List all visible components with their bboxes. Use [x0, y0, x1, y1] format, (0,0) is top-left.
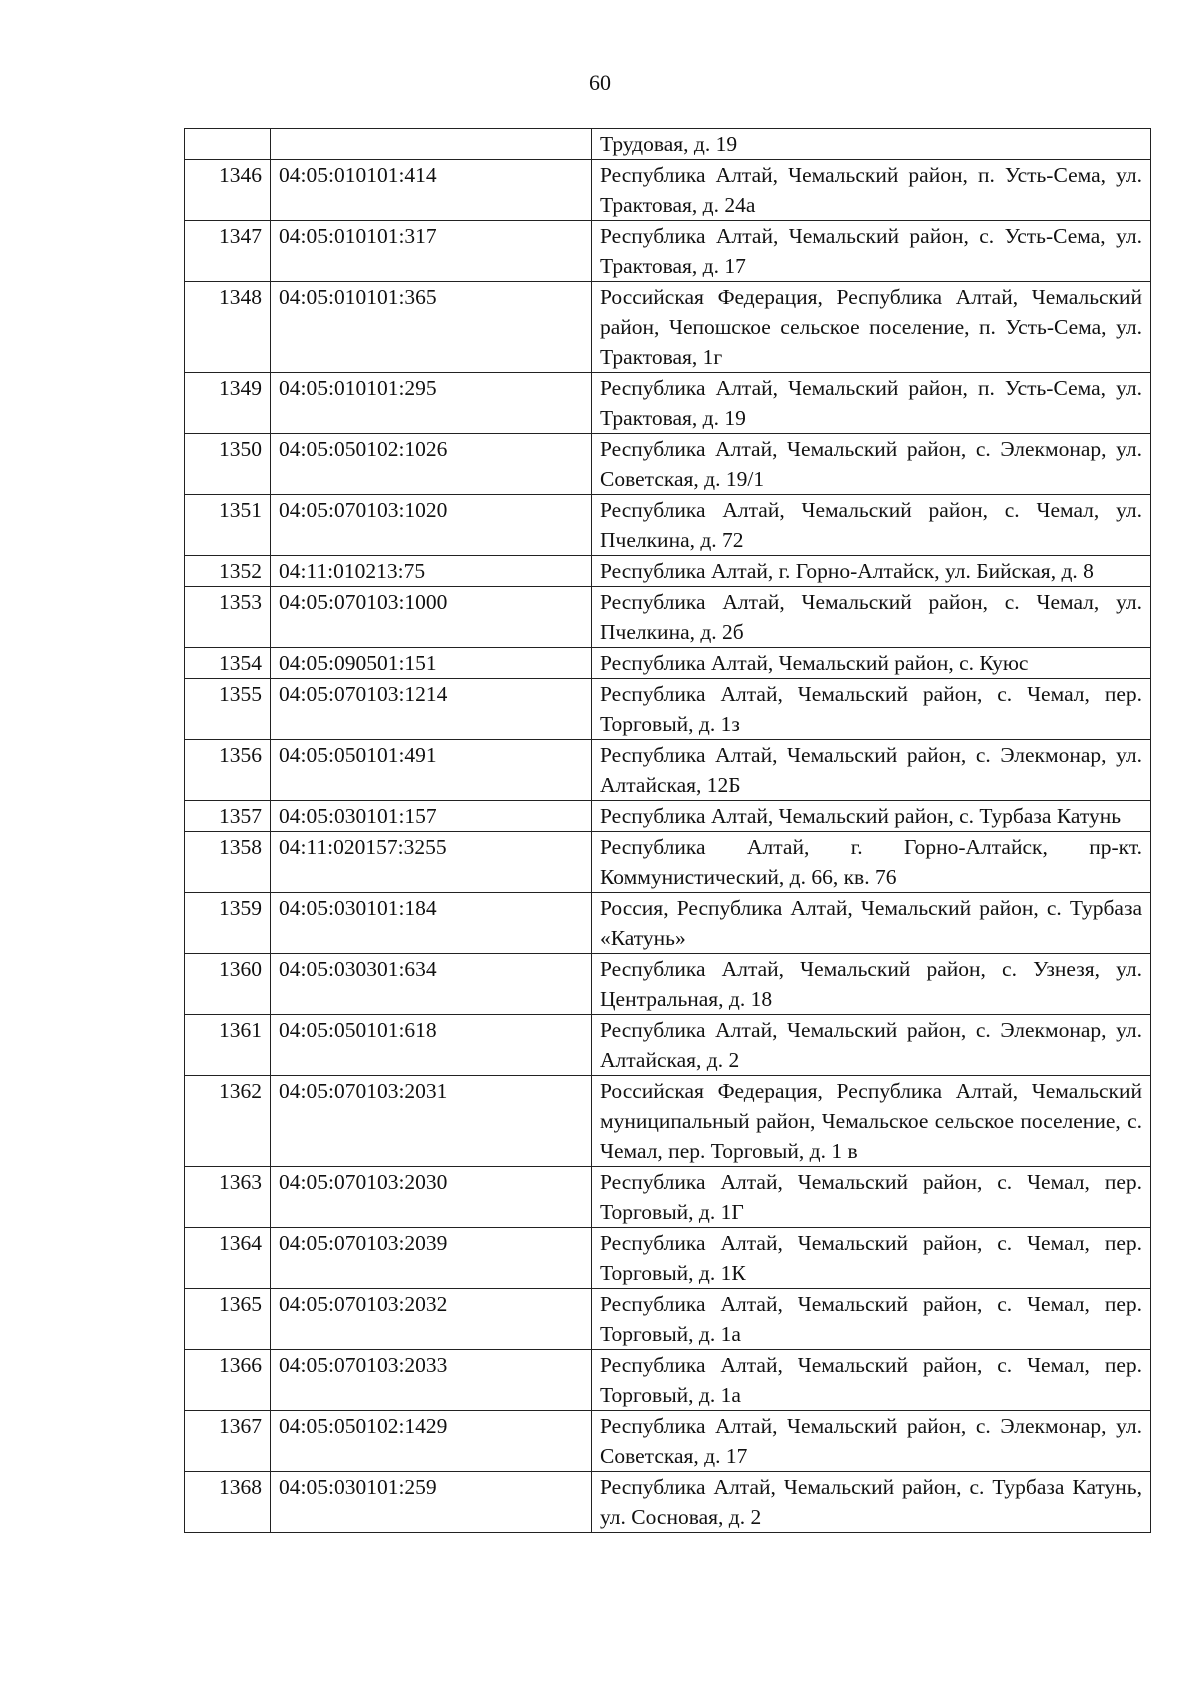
address-cell: Республика Алтай, Чемальский район, с. Чемал, пер. Торговый, д. 1К: [592, 1228, 1151, 1289]
address-cell: Республика Алтай, г. Горно-Алтайск, ул. Бийская, д. 8: [592, 556, 1151, 587]
row-number-cell: 1358: [185, 832, 271, 893]
row-number-cell: 1350: [185, 434, 271, 495]
row-number-cell: 1366: [185, 1350, 271, 1411]
table-row: [185, 556, 1151, 587]
row-number-cell: 1353: [185, 587, 271, 648]
address-cell: Республика Алтай, г. Горно-Алтайск, пр-кт. Коммунистический, д. 66, кв. 76: [592, 832, 1151, 893]
cadastral-number-cell: 04:05:070103:1000: [271, 587, 592, 648]
table-row: [185, 282, 1151, 373]
address-cell: Республика Алтай, Чемальский район, с. Чемал, пер. Торговый, д. 1а: [592, 1289, 1151, 1350]
page-number: 60: [589, 70, 611, 95]
row-number-cell: 1357: [185, 801, 271, 832]
row-number-cell: 1347: [185, 221, 271, 282]
row-number-cell: 1351: [185, 495, 271, 556]
cadastral-number-cell: 04:05:070103:2032: [271, 1289, 592, 1350]
table-row: [185, 160, 1151, 221]
address-cell: Республика Алтай, Чемальский район, с. Узнезя, ул. Центральная, д. 18: [592, 954, 1151, 1015]
row-number-cell: 1359: [185, 893, 271, 954]
address-cell: Республика Алтай, Чемальский район, п. Усть-Сема, ул. Трактовая, д. 24а: [592, 160, 1151, 221]
cadastral-number-cell: 04:05:070103:1214: [271, 679, 592, 740]
row-number-cell: 1360: [185, 954, 271, 1015]
cadastral-number-cell: 04:05:050101:491: [271, 740, 592, 801]
table-row: [185, 373, 1151, 434]
address-cell: Республика Алтай, Чемальский район, с. Чемал, ул. Пчелкина, д. 2б: [592, 587, 1151, 648]
row-number-cell: 1365: [185, 1289, 271, 1350]
cadastral-number-cell: 04:05:070103:2033: [271, 1350, 592, 1411]
row-number-cell: 1356: [185, 740, 271, 801]
table-row: [185, 740, 1151, 801]
table-row: [185, 832, 1151, 893]
row-number-cell: [185, 129, 271, 160]
cadastral-number-cell: 04:05:050102:1026: [271, 434, 592, 495]
table-row: [185, 954, 1151, 1015]
table-row: [185, 1167, 1151, 1228]
row-number-cell: 1368: [185, 1472, 271, 1533]
cadastral-number-cell: [271, 129, 592, 160]
table-row: [185, 801, 1151, 832]
cadastral-number-cell: 04:05:050102:1429: [271, 1411, 592, 1472]
address-cell: Республика Алтай, Чемальский район, с. Элекмонар, ул. Алтайская, д. 2: [592, 1015, 1151, 1076]
row-number-cell: 1362: [185, 1076, 271, 1167]
cadastral-number-cell: 04:05:030101:157: [271, 801, 592, 832]
row-number-cell: 1349: [185, 373, 271, 434]
cadastral-number-cell: 04:11:010213:75: [271, 556, 592, 587]
table-row: [185, 1472, 1151, 1533]
row-number-cell: 1363: [185, 1167, 271, 1228]
row-number-cell: 1367: [185, 1411, 271, 1472]
address-cell: Республика Алтай, Чемальский район, п. Усть-Сема, ул. Трактовая, д. 19: [592, 373, 1151, 434]
address-cell: Республика Алтай, Чемальский район, с. Элекмонар, ул. Советская, д. 17: [592, 1411, 1151, 1472]
table-row: [185, 679, 1151, 740]
table-row: [185, 434, 1151, 495]
cadastral-number-cell: 04:05:090501:151: [271, 648, 592, 679]
row-number-cell: 1361: [185, 1015, 271, 1076]
table-row: [185, 221, 1151, 282]
row-number-cell: 1348: [185, 282, 271, 373]
address-cell: Республика Алтай, Чемальский район, с. Чемал, пер. Торговый, д. 1а: [592, 1350, 1151, 1411]
table-row: [185, 1289, 1151, 1350]
address-cell: Республика Алтай, Чемальский район, с. Элекмонар, ул. Советская, д. 19/1: [592, 434, 1151, 495]
cadastral-number-cell: 04:05:030301:634: [271, 954, 592, 1015]
address-cell: Республика Алтай, Чемальский район, с. Чемал, ул. Пчелкина, д. 72: [592, 495, 1151, 556]
row-number-cell: 1354: [185, 648, 271, 679]
table-row: [185, 1228, 1151, 1289]
address-cell: Трудовая, д. 19: [592, 129, 1151, 160]
table-row: [185, 1411, 1151, 1472]
cadastral-number-cell: 04:05:010101:414: [271, 160, 592, 221]
address-cell: Россия, Республика Алтай, Чемальский район, с. Турбаза «Катунь»: [592, 893, 1151, 954]
table-row: [185, 1350, 1151, 1411]
cadastral-number-cell: 04:05:070103:2030: [271, 1167, 592, 1228]
cadastral-number-cell: 04:05:030101:259: [271, 1472, 592, 1533]
cadastral-number-cell: 04:05:070103:2039: [271, 1228, 592, 1289]
row-number-cell: 1355: [185, 679, 271, 740]
address-cell: Республика Алтай, Чемальский район, с. Элекмонар, ул. Алтайская, 12Б: [592, 740, 1151, 801]
cadastral-number-cell: 04:05:010101:295: [271, 373, 592, 434]
row-number-cell: 1364: [185, 1228, 271, 1289]
cadastral-number-cell: 04:05:070103:2031: [271, 1076, 592, 1167]
address-cell: Республика Алтай, Чемальский район, с. Куюс: [592, 648, 1151, 679]
table-row: [185, 1076, 1151, 1167]
address-cell: Республика Алтай, Чемальский район, с. Турбаза Катунь: [592, 801, 1151, 832]
address-cell: Российская Федерация, Республика Алтай, Чемальский муниципальный район, Чемальское сельское поселение, с. Чемал, пер. Торговый, д. 1 в: [592, 1076, 1151, 1167]
address-cell: Республика Алтай, Чемальский район, с. Турбаза Катунь, ул. Сосновая, д. 2: [592, 1472, 1151, 1533]
table-row: [185, 648, 1151, 679]
row-number-cell: 1352: [185, 556, 271, 587]
address-cell: Республика Алтай, Чемальский район, с. Усть-Сема, ул. Трактовая, д. 17: [592, 221, 1151, 282]
cadastral-number-cell: 04:05:010101:317: [271, 221, 592, 282]
table-row: [185, 893, 1151, 954]
cadastral-number-cell: 04:05:010101:365: [271, 282, 592, 373]
table-row: [185, 129, 1151, 160]
cadastral-number-cell: 04:05:050101:618: [271, 1015, 592, 1076]
table-row: [185, 587, 1151, 648]
table-row: [185, 495, 1151, 556]
cadastral-number-cell: 04:05:070103:1020: [271, 495, 592, 556]
property-registry-table: [184, 128, 1151, 1533]
cadastral-number-cell: 04:11:020157:3255: [271, 832, 592, 893]
address-cell: Республика Алтай, Чемальский район, с. Чемал, пер. Торговый, д. 1з: [592, 679, 1151, 740]
table-row: [185, 1015, 1151, 1076]
address-cell: Республика Алтай, Чемальский район, с. Чемал, пер. Торговый, д. 1Г: [592, 1167, 1151, 1228]
address-cell: Российская Федерация, Республика Алтай, Чемальский район, Чепошское сельское поселение, п. Усть-Сема, ул. Трактовая, 1г: [592, 282, 1151, 373]
row-number-cell: 1346: [185, 160, 271, 221]
cadastral-number-cell: 04:05:030101:184: [271, 893, 592, 954]
